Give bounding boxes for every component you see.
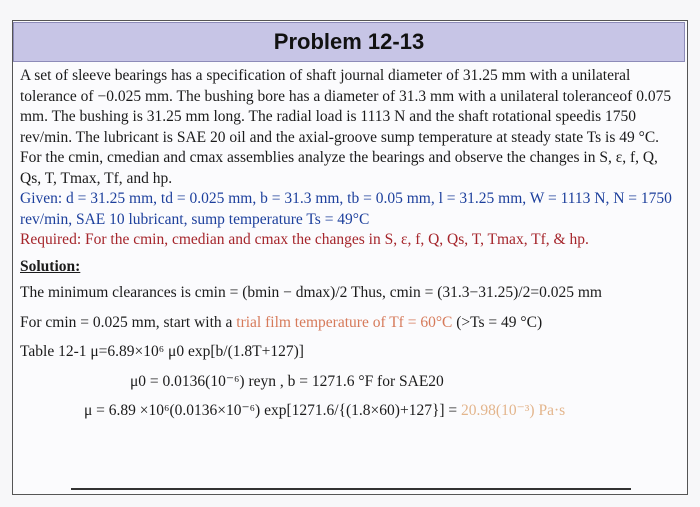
table-equation-line: Table 12-1 μ=6.89×10⁶ μ0 exp[b/(1.8T+127)] xyxy=(20,343,304,360)
problem-body xyxy=(20,66,682,422)
trial-temp-highlight: trial film temperature of Tf = 60°C xyxy=(236,313,453,331)
title-bar xyxy=(13,22,685,62)
given-text: Given: d = 31.25 mm, td = 0.025 mm, b = 31.3 mm, tb = 0.05 mm, l = 31.25 mm, W = 1113 N, N = 1750 rev/min, SAE 10 lubricant, sump temperature Ts = 49°C xyxy=(20,190,672,228)
problem-title: Problem 12-13 xyxy=(273,29,425,54)
final-viscosity-line xyxy=(20,401,682,422)
problem-statement: A set of sleeve bearings has a specification of shaft journal diameter of 31.25 mm with a unilateral tolerance of −0.025 mm. The bushing bore has a diameter of 31.3 mm with a unilateral toleranceof 0.075 mm. The bushing is 31.25 mm long. The radial load is 1113 N and the shaft rotational speedis 1750 rev/min. The lubricant is SAE 20 oil and the axial-groove sump temperature at steady state Ts is 49 °C. For the cmin, cmedian and cmax assemblies analyze the bearings and observe the changes in S, ε, f, Q, Qs, T, Tmax, Tf, and hp. xyxy=(20,67,672,187)
solution-label: Solution: xyxy=(20,257,81,275)
min-clearance-line: The minimum clearances is cmin = (bmin − dmax)/2 Thus, cmin = (31.3−31.25)/2=0.025 mm xyxy=(20,284,602,301)
trial-temp-prefix: For cmin = 0.025 mm, start with a xyxy=(20,313,237,331)
required-text: Required: For the cmin, cmedian and cmax the changes in S, ε, f, Q, Qs, T, Tmax, Tf, & hp. xyxy=(20,231,589,248)
mu0-line: μ0 = 0.0136(10⁻⁶) reyn , b = 1271.6 °F for SAE20 xyxy=(130,372,444,390)
final-viscosity-expr: μ = 6.89 ×10⁶(0.0136×10⁻⁶) exp[1271.6/{(1.8×60)+127}] = xyxy=(84,402,462,419)
underline-rule xyxy=(71,488,631,490)
trial-temp-line xyxy=(20,313,682,334)
final-viscosity-result: 20.98(10⁻³) Pa·s xyxy=(461,402,566,419)
trial-temp-suffix: (>Ts = 49 °C) xyxy=(452,313,543,331)
